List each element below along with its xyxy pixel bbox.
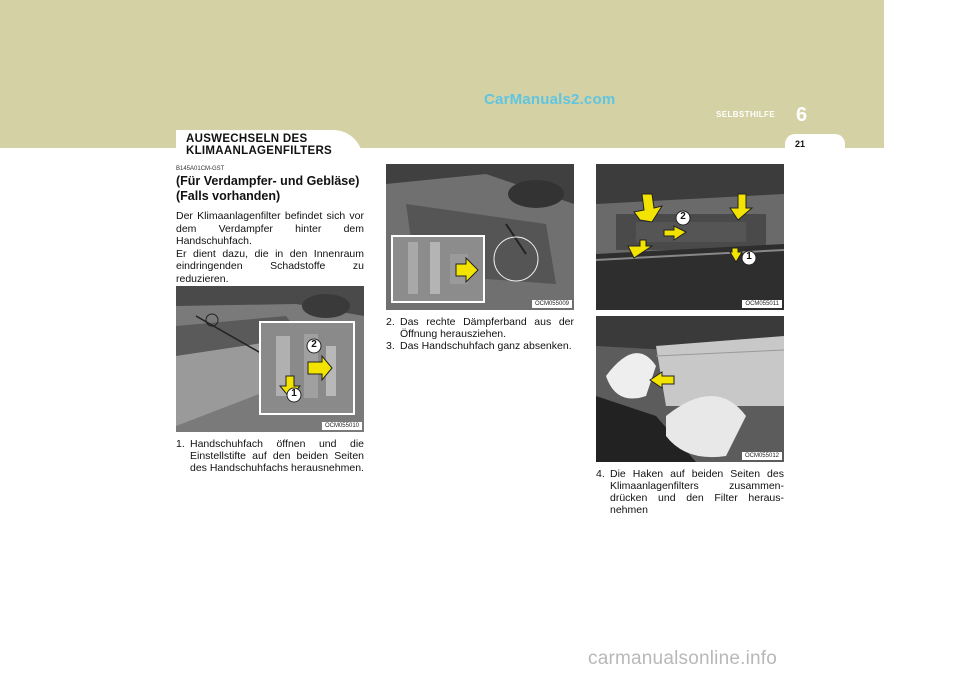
figure-filter-removal <box>596 316 784 462</box>
step-item <box>386 340 574 352</box>
intro-paragraph-1: Der Klimaanlagenfilter befindet sich vor dem Verdampfer hinter dem Handschuhfach. <box>176 210 364 247</box>
header-band <box>0 0 884 148</box>
footer-watermark[interactable]: carmanualsonline.info <box>588 648 778 669</box>
marker-2-label: 2 <box>311 339 317 350</box>
figure-damper-strap <box>386 164 574 310</box>
marker-1-label: 1 <box>291 388 297 399</box>
section-title-line2: KLIMAANLAGENFILTERS <box>186 145 333 157</box>
section-code: B145A01CM-GST <box>176 166 225 172</box>
subheading-line1: (Für Verdampfer- und Gebläse) <box>176 174 360 188</box>
intro-text <box>176 210 364 285</box>
arrow-icon <box>596 316 784 462</box>
figure-glovebox-pins <box>176 286 364 432</box>
step-marker-icons <box>176 286 364 432</box>
step-item <box>596 468 784 516</box>
figure-caption: OCM055009 <box>532 300 572 308</box>
step-item <box>386 316 574 340</box>
figure-filter-hooks <box>596 164 784 310</box>
marker-2-label: 2 <box>680 211 686 222</box>
page-number-tab <box>785 134 845 154</box>
step-number: 3. <box>386 340 395 352</box>
marker-1-label: 1 <box>746 251 752 262</box>
page-number: 21 <box>795 139 806 149</box>
chapter-number: 6 <box>796 104 808 126</box>
figure-caption: OCM055012 <box>742 452 782 460</box>
arrow-icon <box>386 164 574 310</box>
chapter-label: SELBSTHILFE <box>716 110 776 119</box>
section-title <box>186 133 332 157</box>
step-number: 1. <box>176 438 185 450</box>
step-text: Das Handschuhfach ganz absenken. <box>400 340 572 352</box>
step-text: Handschuhfach öffnen und die Einstellstifte auf den beiden Seiten des Handschuhfachs herausnehmen. <box>190 438 364 474</box>
step-text: Die Haken auf beiden Seiten des Klimaanlagenfilters zusammen-drücken und den Filter heraus-nehmen <box>610 468 784 516</box>
step-number: 2. <box>386 316 395 328</box>
step-text: Das rechte Dämpferband aus der Öffnung herausziehen. <box>400 316 574 340</box>
subheading <box>176 174 366 204</box>
step-number: 4. <box>596 468 605 480</box>
intro-paragraph-2: Er dient dazu, die in den Innenraum eindringenden Schadstoffe zu reduzieren. <box>176 247 364 285</box>
figure-caption: OCM055010 <box>322 422 362 430</box>
subheading-line2: (Falls vorhanden) <box>176 189 281 203</box>
watermark-link[interactable]: CarManuals2.com <box>484 91 616 108</box>
step-item <box>176 438 364 474</box>
figure-caption: OCM055011 <box>742 300 782 308</box>
step-marker-icons <box>596 164 784 310</box>
section-title-line1: AUSWECHSELN DES <box>186 133 308 145</box>
